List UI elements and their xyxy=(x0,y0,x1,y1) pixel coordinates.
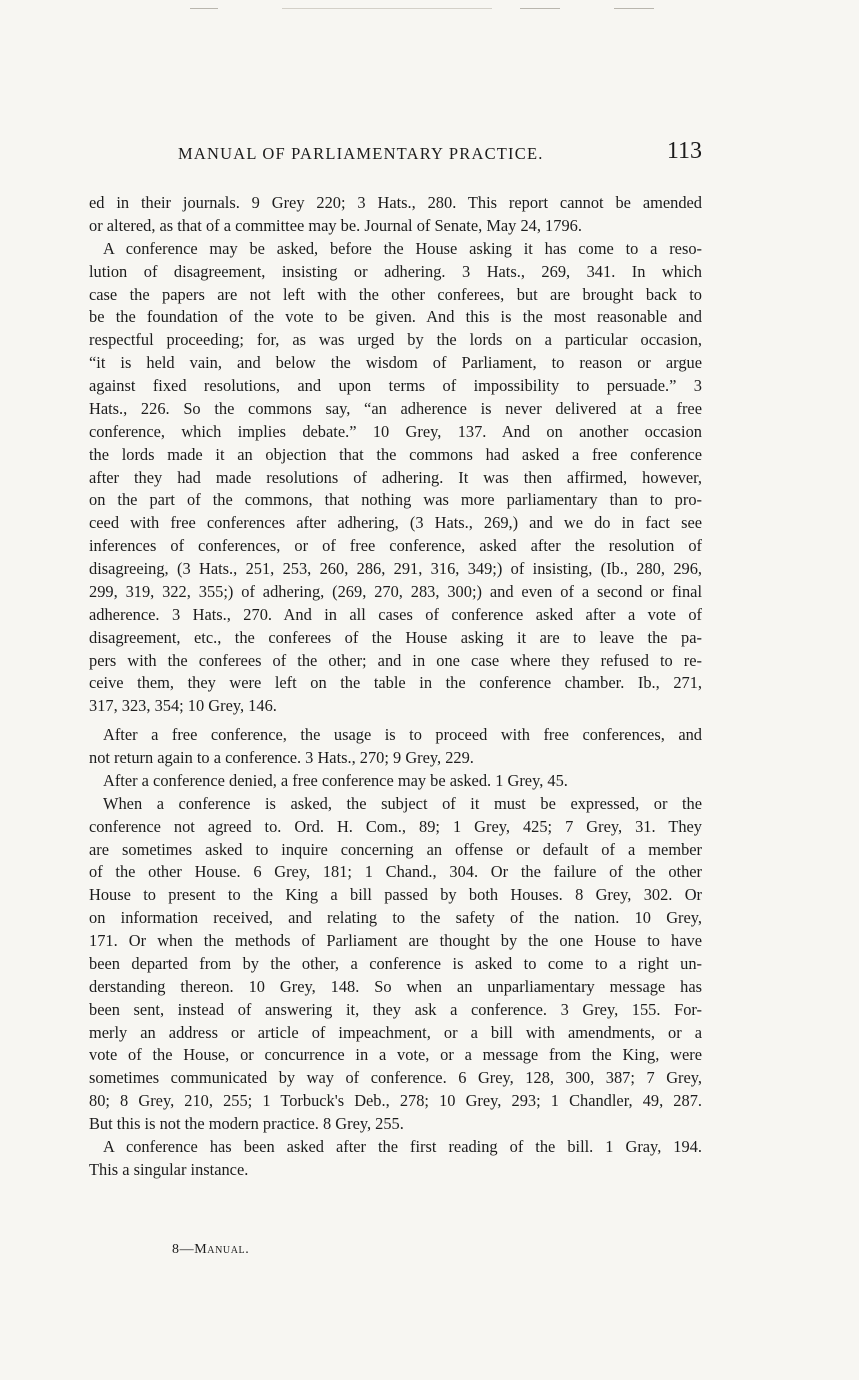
text-line: of the other House. 6 Grey, 181; 1 Chand., 304. Or the failure of the other xyxy=(89,862,702,882)
text-line: been sent, instead of answering it, they ask a conference. 3 Grey, 155. For- xyxy=(89,999,702,1019)
text-line: When a conference is asked, the subject of it must be expressed, or the xyxy=(103,793,702,813)
text-line: After a free conference, the usage is to proceed with free conferences, and xyxy=(103,725,702,745)
text-line: sometimes communicated by way of conference. 6 Grey, 128, 300, 387; 7 Grey, xyxy=(89,1068,702,1088)
text-line: After a conference denied, a free conference may be asked. 1 Grey, 45. xyxy=(103,770,568,790)
text-line: House to present to the King a bill passed by both Houses. 8 Grey, 302. Or xyxy=(89,885,702,905)
paragraph-5 xyxy=(89,793,702,1136)
paragraph-2 xyxy=(89,238,702,718)
text-line: 317, 323, 354; 10 Grey, 146. xyxy=(89,696,277,716)
paragraph-3 xyxy=(89,724,702,770)
text-line: respectful proceeding; for, as was urged by the lords on a particular occasion, xyxy=(89,330,702,350)
text-line: be the foundation of the vote to be given. And this is the most reasonable and xyxy=(89,307,702,327)
text-line: case the papers are not left with the other conferees, but are brought back to xyxy=(89,284,702,304)
text-line: 171. Or when the methods of Parliament are thought by the one House to have xyxy=(89,931,702,950)
text-line: vote of the House, or concurrence in a vote, or a message from the King, were xyxy=(89,1045,702,1065)
text-line: pers with the conferees of the other; and in one case where they refused to re- xyxy=(89,650,702,670)
signature-mark: 8—Manual. xyxy=(172,1242,250,1257)
text-line: been departed from by the other, a conference is asked to come to a right un- xyxy=(89,953,702,973)
text-line: merly an address or article of impeachment, or a bill with amendments, or a xyxy=(89,1022,702,1042)
text-line: ed in their journals. 9 Grey 220; 3 Hats., 280. This report cannot be amended xyxy=(89,193,702,212)
text-line: A conference may be asked, before the House asking it has come to a reso- xyxy=(103,238,702,258)
text-line: adherence. 3 Hats., 270. And in all cases of conference asked after a vote of xyxy=(89,604,702,624)
text-line: ceive them, they were left on the table in the conference chamber. Ib., 271, xyxy=(89,673,702,693)
body-text xyxy=(89,192,702,1182)
text-line: 299, 319, 322, 355;) of adhering, (269, 270, 283, 300;) and even of a second or final xyxy=(89,581,702,601)
text-line: 80; 8 Grey, 210, 255; 1 Torbuck's Deb., 278; 10 Grey, 293; 1 Chandler, 49, 287. xyxy=(89,1091,702,1111)
text-line: on information received, and relating to the safety of the nation. 10 Grey, xyxy=(89,908,702,928)
paragraph-4 xyxy=(89,770,702,793)
page-number: 113 xyxy=(666,138,702,164)
text-line: or altered, as that of a committee may be. Journal of Senate, May 24, 1796. xyxy=(89,215,582,235)
text-line: ceed with free conferences after adhering, (3 Hats., 269,) and we do in fact see xyxy=(89,513,702,533)
text-line: A conference has been asked after the first reading of the bill. 1 Gray, 194. xyxy=(103,1136,702,1156)
text-line: disagreement, etc., the conferees of the House asking it are to leave the pa- xyxy=(89,627,702,647)
page-header xyxy=(178,140,702,172)
paragraph-6 xyxy=(89,1136,702,1182)
text-line: But this is not the modern practice. 8 Grey, 255. xyxy=(89,1114,404,1133)
text-line: “it is held vain, and below the wisdom of Parliament, to reason or argue xyxy=(89,353,702,373)
text-line: against fixed resolutions, and upon terms of impossibility to persuade.” 3 xyxy=(89,376,702,395)
text-line: on the part of the commons, that nothing was more parliamentary than to pro- xyxy=(89,490,702,510)
top-edge-marks xyxy=(190,4,660,14)
text-line: conference, which implies debate.” 10 Grey, 137. And on another occasion xyxy=(89,421,702,441)
text-line: not return again to a conference. 3 Hats., 270; 9 Grey, 229. xyxy=(89,748,474,767)
text-line: are sometimes asked to inquire concerning an offense or default of a member xyxy=(89,839,702,859)
text-line: inferences of conferences, or of free conference, asked after the resolution of xyxy=(89,536,702,556)
text-line: conference not agreed to. Ord. H. Com., 89; 1 Grey, 425; 7 Grey, 31. They xyxy=(89,816,702,836)
text-line: the lords made it an objection that the commons had asked a free conference xyxy=(89,444,702,464)
text-line: Hats., 226. So the commons say, “an adherence is never delivered at a free xyxy=(89,398,702,418)
text-line: disagreeing, (3 Hats., 251, 253, 260, 286, 291, 316, 349;) of insisting, (Ib., 280, 296, xyxy=(89,559,702,578)
text-line: This a singular instance. xyxy=(89,1159,249,1179)
paragraph-1 xyxy=(89,192,702,238)
running-title: MANUAL OF PARLIAMENTARY PRACTICE. xyxy=(178,144,544,163)
text-line: derstanding thereon. 10 Grey, 148. So when an unparliamentary message has xyxy=(89,976,702,996)
text-line: lution of disagreement, insisting or adhering. 3 Hats., 269, 341. In which xyxy=(89,261,702,281)
text-line: after they had made resolutions of adhering. It was then affirmed, however, xyxy=(89,467,702,487)
